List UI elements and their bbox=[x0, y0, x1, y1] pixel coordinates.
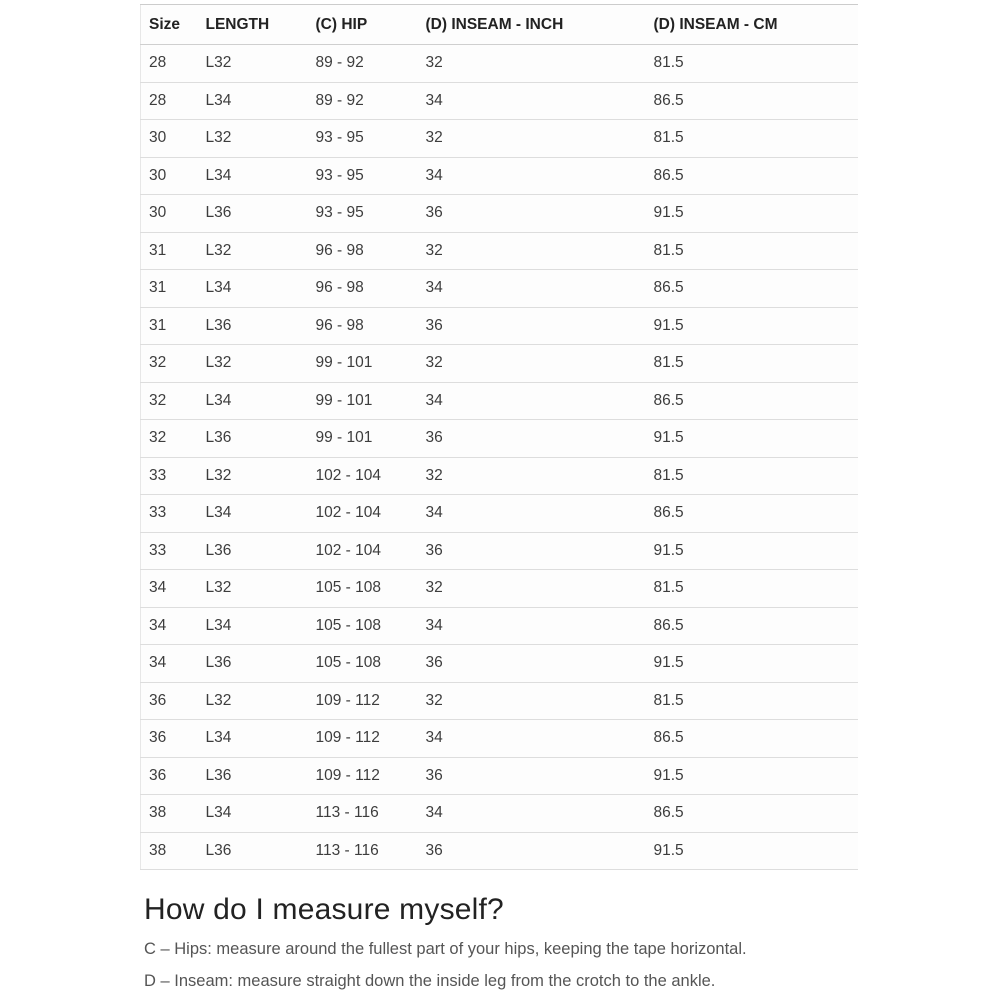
table-cell: 28 bbox=[141, 82, 206, 120]
table-cell: 99 - 101 bbox=[316, 382, 426, 420]
table-cell: L36 bbox=[206, 195, 316, 233]
table-cell: 33 bbox=[141, 495, 206, 533]
table-cell: 36 bbox=[141, 682, 206, 720]
table-cell: 81.5 bbox=[654, 232, 858, 270]
size-chart-table bbox=[140, 4, 858, 870]
table-cell: 89 - 92 bbox=[316, 82, 426, 120]
table-cell: 86.5 bbox=[654, 382, 858, 420]
table-cell: 113 - 116 bbox=[316, 795, 426, 833]
table-cell: 93 - 95 bbox=[316, 157, 426, 195]
table-row bbox=[141, 795, 858, 833]
table-cell: 31 bbox=[141, 270, 206, 308]
table-cell: 34 bbox=[426, 720, 654, 758]
table-row bbox=[141, 382, 858, 420]
table-cell: 113 - 116 bbox=[316, 832, 426, 870]
table-cell: 86.5 bbox=[654, 157, 858, 195]
table-cell: 34 bbox=[426, 607, 654, 645]
table-cell: 32 bbox=[426, 570, 654, 608]
table-row bbox=[141, 195, 858, 233]
table-cell: 34 bbox=[141, 570, 206, 608]
table-cell: 109 - 112 bbox=[316, 720, 426, 758]
column-header-c-hip: (C) HIP bbox=[316, 5, 426, 45]
table-cell: 32 bbox=[426, 120, 654, 158]
table-cell: 86.5 bbox=[654, 795, 858, 833]
table-cell: 31 bbox=[141, 307, 206, 345]
table-row bbox=[141, 570, 858, 608]
column-header-length: LENGTH bbox=[206, 5, 316, 45]
table-row bbox=[141, 645, 858, 683]
table-row bbox=[141, 307, 858, 345]
table-cell: 109 - 112 bbox=[316, 757, 426, 795]
table-cell: 86.5 bbox=[654, 270, 858, 308]
table-cell: 99 - 101 bbox=[316, 345, 426, 383]
table-cell: 102 - 104 bbox=[316, 495, 426, 533]
table-cell: 30 bbox=[141, 157, 206, 195]
table-cell: 34 bbox=[426, 270, 654, 308]
table-row bbox=[141, 45, 858, 83]
table-cell: 34 bbox=[426, 795, 654, 833]
table-cell: 34 bbox=[141, 645, 206, 683]
table-cell: 91.5 bbox=[654, 420, 858, 458]
table-cell: 81.5 bbox=[654, 682, 858, 720]
table-cell: 102 - 104 bbox=[316, 457, 426, 495]
table-row bbox=[141, 82, 858, 120]
table-row bbox=[141, 270, 858, 308]
table-cell: 32 bbox=[141, 420, 206, 458]
table-cell: L34 bbox=[206, 795, 316, 833]
table-cell: L32 bbox=[206, 457, 316, 495]
table-cell: L32 bbox=[206, 570, 316, 608]
table-cell: 99 - 101 bbox=[316, 420, 426, 458]
table-cell: 32 bbox=[426, 45, 654, 83]
table-cell: L32 bbox=[206, 345, 316, 383]
table-cell: 36 bbox=[141, 720, 206, 758]
table-cell: L34 bbox=[206, 607, 316, 645]
table-cell: L34 bbox=[206, 720, 316, 758]
table-cell: 105 - 108 bbox=[316, 570, 426, 608]
table-cell: L32 bbox=[206, 45, 316, 83]
table-cell: 81.5 bbox=[654, 457, 858, 495]
table-cell: 36 bbox=[426, 757, 654, 795]
table-cell: 31 bbox=[141, 232, 206, 270]
table-cell: 32 bbox=[141, 382, 206, 420]
table-cell: 93 - 95 bbox=[316, 120, 426, 158]
table-cell: L32 bbox=[206, 120, 316, 158]
table-cell: 36 bbox=[141, 757, 206, 795]
table-cell: 36 bbox=[426, 645, 654, 683]
table-row bbox=[141, 120, 858, 158]
table-cell: 36 bbox=[426, 832, 654, 870]
table-cell: 89 - 92 bbox=[316, 45, 426, 83]
table-cell: 96 - 98 bbox=[316, 270, 426, 308]
table-cell: 36 bbox=[426, 532, 654, 570]
table-cell: 81.5 bbox=[654, 45, 858, 83]
table-cell: L36 bbox=[206, 532, 316, 570]
table-cell: 81.5 bbox=[654, 345, 858, 383]
table-cell: L36 bbox=[206, 307, 316, 345]
table-cell: 91.5 bbox=[654, 645, 858, 683]
table-body bbox=[141, 45, 858, 870]
table-cell: 30 bbox=[141, 120, 206, 158]
table-row bbox=[141, 757, 858, 795]
table-cell: L32 bbox=[206, 682, 316, 720]
table-cell: L34 bbox=[206, 82, 316, 120]
table-cell: 91.5 bbox=[654, 832, 858, 870]
table-row bbox=[141, 345, 858, 383]
table-cell: 86.5 bbox=[654, 82, 858, 120]
table-cell: 33 bbox=[141, 457, 206, 495]
table-cell: 36 bbox=[426, 195, 654, 233]
table-cell: 86.5 bbox=[654, 495, 858, 533]
table-cell: 32 bbox=[141, 345, 206, 383]
table-cell: 34 bbox=[426, 82, 654, 120]
table-cell: 34 bbox=[426, 382, 654, 420]
table-cell: 36 bbox=[426, 307, 654, 345]
table-cell: 105 - 108 bbox=[316, 607, 426, 645]
measure-instruction-inseam: D – Inseam: measure straight down the inside leg from the crotch to the ankle. bbox=[144, 972, 716, 990]
table-cell: 91.5 bbox=[654, 532, 858, 570]
table-row bbox=[141, 495, 858, 533]
table-row bbox=[141, 457, 858, 495]
table-row bbox=[141, 607, 858, 645]
table-cell: 91.5 bbox=[654, 195, 858, 233]
table-cell: L36 bbox=[206, 757, 316, 795]
table-cell: L36 bbox=[206, 832, 316, 870]
table-cell: 96 - 98 bbox=[316, 307, 426, 345]
column-header-size: Size bbox=[141, 5, 206, 45]
table-cell: 28 bbox=[141, 45, 206, 83]
table-cell: L36 bbox=[206, 645, 316, 683]
table-cell: L36 bbox=[206, 420, 316, 458]
table-cell: 105 - 108 bbox=[316, 645, 426, 683]
table-cell: 32 bbox=[426, 345, 654, 383]
table-cell: 102 - 104 bbox=[316, 532, 426, 570]
table-row bbox=[141, 420, 858, 458]
table-cell: 96 - 98 bbox=[316, 232, 426, 270]
column-header-d-inseam-cm: (D) INSEAM - CM bbox=[654, 5, 858, 45]
table-cell: L32 bbox=[206, 232, 316, 270]
table-cell: 81.5 bbox=[654, 120, 858, 158]
table-cell: 81.5 bbox=[654, 570, 858, 608]
table-cell: 86.5 bbox=[654, 607, 858, 645]
table-cell: 34 bbox=[426, 157, 654, 195]
table-cell: L34 bbox=[206, 495, 316, 533]
table-cell: 93 - 95 bbox=[316, 195, 426, 233]
table-cell: 86.5 bbox=[654, 720, 858, 758]
table-row bbox=[141, 157, 858, 195]
table-cell: L34 bbox=[206, 270, 316, 308]
table-cell: 91.5 bbox=[654, 307, 858, 345]
table-cell: 38 bbox=[141, 832, 206, 870]
table-cell: 30 bbox=[141, 195, 206, 233]
table-cell: L34 bbox=[206, 382, 316, 420]
measure-heading: How do I measure myself? bbox=[144, 893, 504, 926]
table-cell: 109 - 112 bbox=[316, 682, 426, 720]
table-header-row bbox=[141, 5, 858, 45]
table-cell: 38 bbox=[141, 795, 206, 833]
table-cell: 34 bbox=[141, 607, 206, 645]
table-cell: 91.5 bbox=[654, 757, 858, 795]
table-row bbox=[141, 832, 858, 870]
table-row bbox=[141, 682, 858, 720]
table-row bbox=[141, 232, 858, 270]
table-cell: 32 bbox=[426, 232, 654, 270]
table-cell: 32 bbox=[426, 682, 654, 720]
table-cell: L34 bbox=[206, 157, 316, 195]
table-cell: 33 bbox=[141, 532, 206, 570]
measure-instruction-hips: C – Hips: measure around the fullest part of your hips, keeping the tape horizontal. bbox=[144, 940, 747, 958]
column-header-d-inseam-inch: (D) INSEAM - INCH bbox=[426, 5, 654, 45]
table-row bbox=[141, 532, 858, 570]
table-cell: 34 bbox=[426, 495, 654, 533]
table-row bbox=[141, 720, 858, 758]
table-cell: 32 bbox=[426, 457, 654, 495]
table-cell: 36 bbox=[426, 420, 654, 458]
